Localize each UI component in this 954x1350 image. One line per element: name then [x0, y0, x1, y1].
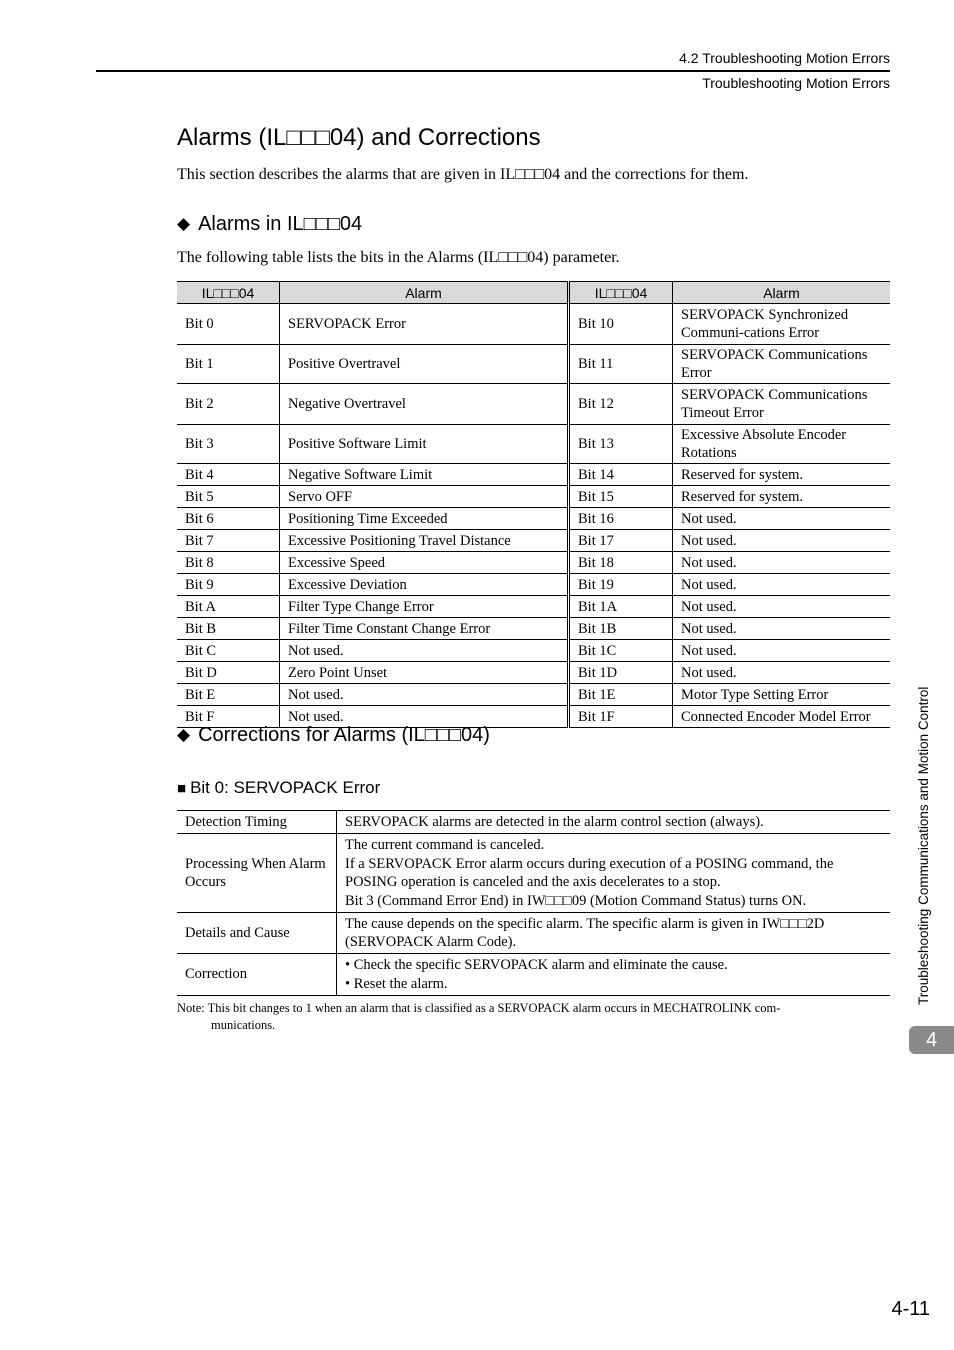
bit-cell-left: Bit 3 [177, 425, 280, 464]
table-row [177, 425, 890, 464]
table-row [177, 662, 890, 684]
alarm-cell-right: Not used. [673, 618, 891, 640]
bit-cell-left: Bit B [177, 618, 280, 640]
corrections-heading-text: Corrections for Alarms (IL□□□04) [198, 724, 490, 746]
alarms-heading [177, 213, 362, 236]
alarm-cell-left: Filter Type Change Error [280, 596, 569, 618]
bit-cell-right: Bit 17 [569, 530, 673, 552]
bit-cell-left: Bit 6 [177, 508, 280, 530]
alarm-cell-left: Negative Software Limit [280, 464, 569, 486]
bit-cell-right: Bit 1E [569, 684, 673, 706]
table-row [177, 574, 890, 596]
detection-timing-value: SERVOPACK alarms are detected in the alarm control section (always). [337, 811, 891, 834]
alarm-cell-left: Not used. [280, 640, 569, 662]
alarm-cell-right: Connected Encoder Model Error [673, 706, 891, 728]
diamond-bullet-icon: ◆ [177, 214, 191, 233]
alarm-cell-left: SERVOPACK Error [280, 304, 569, 345]
alarm-cell-left: Positioning Time Exceeded [280, 508, 569, 530]
bit-cell-right: Bit 1D [569, 662, 673, 684]
bit-cell-right: Bit 14 [569, 464, 673, 486]
alarm-cell-left: Not used. [280, 706, 569, 728]
bit-cell-left: Bit 1 [177, 345, 280, 384]
table-row [177, 954, 890, 996]
bit-cell-right: Bit 16 [569, 508, 673, 530]
column-header-bit-left: IL□□□04 [177, 282, 280, 304]
bit-cell-right: Bit 1A [569, 596, 673, 618]
correction-bullet-2: • Reset the alarm. [345, 975, 448, 992]
bit-cell-right: Bit 1F [569, 706, 673, 728]
page-number: 4-11 [891, 1298, 930, 1320]
alarm-cell-right: Reserved for system. [673, 486, 891, 508]
bit-cell-left: Bit 2 [177, 384, 280, 425]
alarm-cell-right: Reserved for system. [673, 464, 891, 486]
alarm-bits-table [177, 281, 890, 728]
alarm-cell-left: Filter Time Constant Change Error [280, 618, 569, 640]
alarm-cell-right: Not used. [673, 596, 891, 618]
table-row [177, 384, 890, 425]
alarms-heading-text: Alarms in IL□□□04 [198, 213, 363, 235]
alarm-cell-right: Not used. [673, 640, 891, 662]
bit0-subheading-text: Bit 0: SERVOPACK Error [190, 778, 381, 797]
intro-paragraph: This section describes the alarms that are given in IL□□□04 and the corrections for them. [177, 166, 749, 183]
table-row [177, 834, 890, 913]
alarm-cell-left: Excessive Deviation [280, 574, 569, 596]
processing-value [337, 834, 891, 913]
bit-cell-right: Bit 13 [569, 425, 673, 464]
bit-cell-left: Bit E [177, 684, 280, 706]
correction-label: Correction [177, 954, 337, 996]
bit-cell-left: Bit A [177, 596, 280, 618]
alarm-cell-left: Negative Overtravel [280, 384, 569, 425]
diamond-bullet-icon: ◆ [177, 725, 191, 744]
processing-line-2: If a SERVOPACK Error alarm occurs during execution of a POSING command, the POSING operation is canceled and the axis decelerates to a stop. [345, 855, 834, 890]
table-row [177, 486, 890, 508]
details-cause-value: The cause depends on the specific alarm. The specific alarm is given in IW□□□2D (SERVOPACK Alarm Code). [337, 913, 891, 954]
bit-cell-left: Bit C [177, 640, 280, 662]
processing-line-3: Bit 3 (Command Error End) in IW□□□09 (Motion Command Status) turns ON. [345, 892, 807, 909]
detection-timing-label: Detection Timing [177, 811, 337, 834]
table-row [177, 304, 890, 345]
note-line-1: Note: This bit changes to 1 when an alarm that is classified as a SERVOPACK alarm occurs in MECHATROLINK com- [177, 1001, 781, 1015]
bit-cell-left: Bit 4 [177, 464, 280, 486]
table-row [177, 913, 890, 954]
processing-label: Processing When Alarm Occurs [177, 834, 337, 913]
table-row [177, 552, 890, 574]
alarm-cell-left: Zero Point Unset [280, 662, 569, 684]
alarm-cell-right: Not used. [673, 508, 891, 530]
bit0-details-table [177, 810, 890, 996]
correction-bullet-1: • Check the specific SERVOPACK alarm and eliminate the cause. [345, 957, 728, 973]
table-row [177, 684, 890, 706]
details-cause-label: Details and Cause [177, 913, 337, 954]
chapter-side-label: Troubleshooting Communications and Motion Control [916, 686, 931, 1005]
table-row [177, 640, 890, 662]
note-line-2: munications. [211, 1018, 276, 1032]
column-header-bit-right: IL□□□04 [569, 282, 673, 304]
bit-cell-right: Bit 1C [569, 640, 673, 662]
bit-cell-left: Bit 0 [177, 304, 280, 345]
table-row [177, 530, 890, 552]
bit-cell-left: Bit 7 [177, 530, 280, 552]
bit-cell-right: Bit 19 [569, 574, 673, 596]
header-rule [96, 70, 890, 72]
alarm-cell-right: Not used. [673, 530, 891, 552]
corrections-heading [177, 724, 490, 747]
chapter-number-tab: 4 [909, 1026, 954, 1054]
column-header-alarm-right: Alarm [673, 282, 891, 304]
alarm-cell-left: Positive Overtravel [280, 345, 569, 384]
bit-cell-right: Bit 11 [569, 345, 673, 384]
bit-cell-left: Bit D [177, 662, 280, 684]
alarm-cell-right: Excessive Absolute Encoder Rotations [673, 425, 891, 464]
alarm-cell-left: Servo OFF [280, 486, 569, 508]
running-header-subsection: Troubleshooting Motion Errors [702, 75, 890, 91]
bit-cell-right: Bit 18 [569, 552, 673, 574]
bit0-subheading [177, 778, 380, 798]
alarm-cell-left: Excessive Speed [280, 552, 569, 574]
alarm-cell-right: SERVOPACK Communications Timeout Error [673, 384, 891, 425]
alarm-cell-left: Positive Software Limit [280, 425, 569, 464]
table-row [177, 596, 890, 618]
bit-cell-left: Bit 9 [177, 574, 280, 596]
bit-cell-right: Bit 15 [569, 486, 673, 508]
alarm-cell-right: Not used. [673, 574, 891, 596]
bit-cell-left: Bit F [177, 706, 280, 728]
alarm-cell-right: SERVOPACK Synchronized Communi-cations Error [673, 304, 891, 345]
running-header-section: 4.2 Troubleshooting Motion Errors [679, 50, 890, 66]
note [177, 1000, 890, 1034]
bit-cell-right: Bit 1B [569, 618, 673, 640]
alarm-cell-left: Not used. [280, 684, 569, 706]
bit-cell-left: Bit 5 [177, 486, 280, 508]
table-row [177, 508, 890, 530]
bit-cell-right: Bit 10 [569, 304, 673, 345]
processing-line-1: The current command is canceled. [345, 837, 545, 853]
table-row [177, 345, 890, 384]
table-row [177, 464, 890, 486]
table-row [177, 811, 890, 834]
alarm-cell-right: SERVOPACK Communications Error [673, 345, 891, 384]
column-header-alarm-left: Alarm [280, 282, 569, 304]
square-bullet-icon: ■ [177, 780, 187, 797]
alarm-cell-right: Motor Type Setting Error [673, 684, 891, 706]
bit-cell-left: Bit 8 [177, 552, 280, 574]
correction-value [337, 954, 891, 996]
alarm-cell-right: Not used. [673, 662, 891, 684]
page-title: Alarms (IL□□□04) and Corrections [177, 124, 541, 151]
alarms-lead-paragraph: The following table lists the bits in the Alarms (IL□□□04) parameter. [177, 249, 620, 266]
bit-cell-right: Bit 12 [569, 384, 673, 425]
table-row [177, 618, 890, 640]
alarm-cell-right: Not used. [673, 552, 891, 574]
alarm-cell-left: Excessive Positioning Travel Distance [280, 530, 569, 552]
